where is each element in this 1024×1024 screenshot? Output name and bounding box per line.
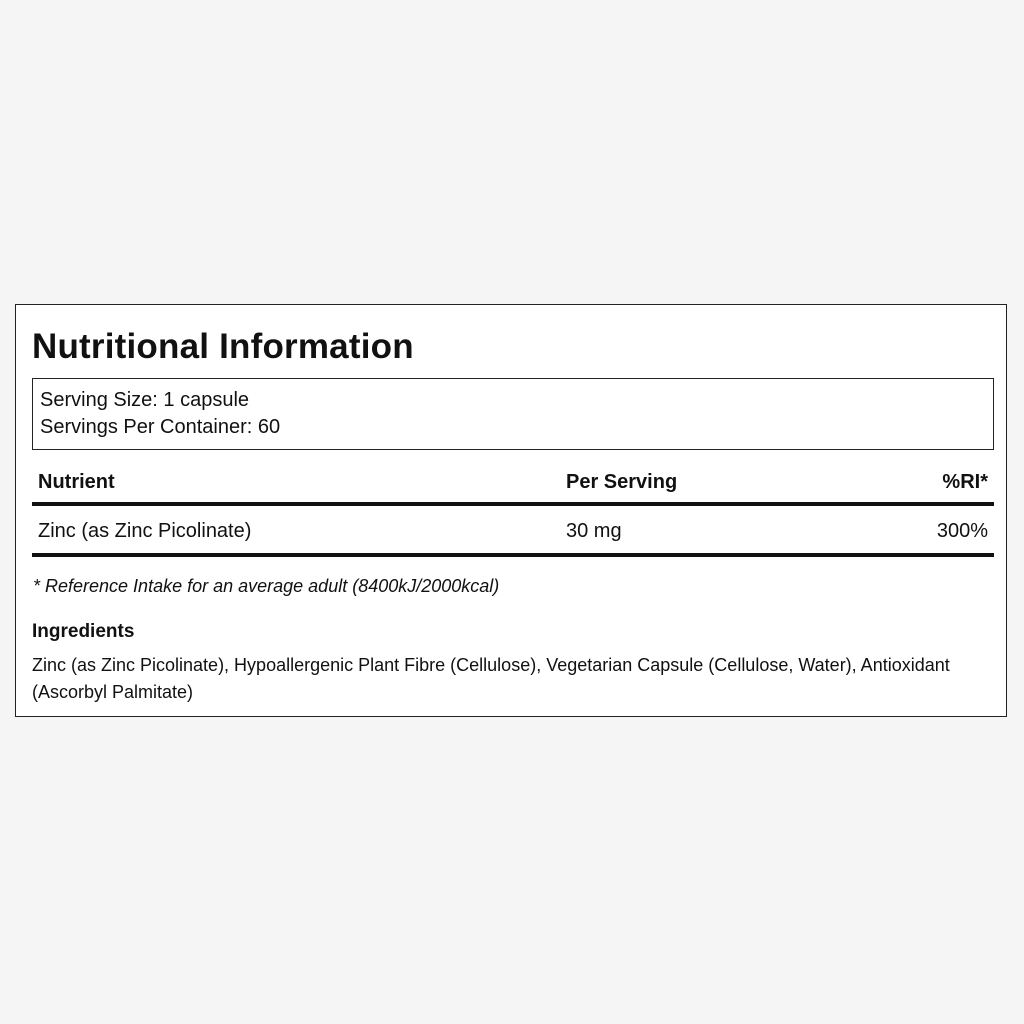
ingredients-heading: Ingredients bbox=[32, 621, 135, 642]
nutrient-table-header bbox=[32, 468, 994, 504]
header-per-serving: Per Serving bbox=[566, 471, 678, 493]
table-row bbox=[32, 517, 994, 549]
table-rule-top bbox=[32, 502, 994, 506]
table-rule-bottom bbox=[32, 553, 994, 557]
ingredients-text: Zinc (as Zinc Picolinate), Hypoallergenic Plant Fibre (Cellulose), Vegetarian Capsule (Cellulose, Water), Antioxidant (Ascorbyl Palmitate) bbox=[32, 655, 950, 702]
serving-size: Serving Size: 1 capsule bbox=[40, 389, 250, 411]
row-nutrient: Zinc (as Zinc Picolinate) bbox=[38, 520, 252, 542]
row-per-serving: 30 mg bbox=[566, 520, 622, 542]
nutrition-panel bbox=[15, 304, 1007, 717]
header-ri: %RI* bbox=[942, 471, 988, 493]
row-ri: 300% bbox=[936, 520, 988, 542]
serving-info-box bbox=[32, 378, 994, 450]
servings-per-container: Servings Per Container: 60 bbox=[40, 416, 281, 438]
ri-footnote: * Reference Intake for an average adult (8400kJ/2000kcal) bbox=[33, 576, 500, 596]
panel-title: Nutritional Information bbox=[32, 327, 414, 366]
header-nutrient: Nutrient bbox=[38, 471, 115, 493]
